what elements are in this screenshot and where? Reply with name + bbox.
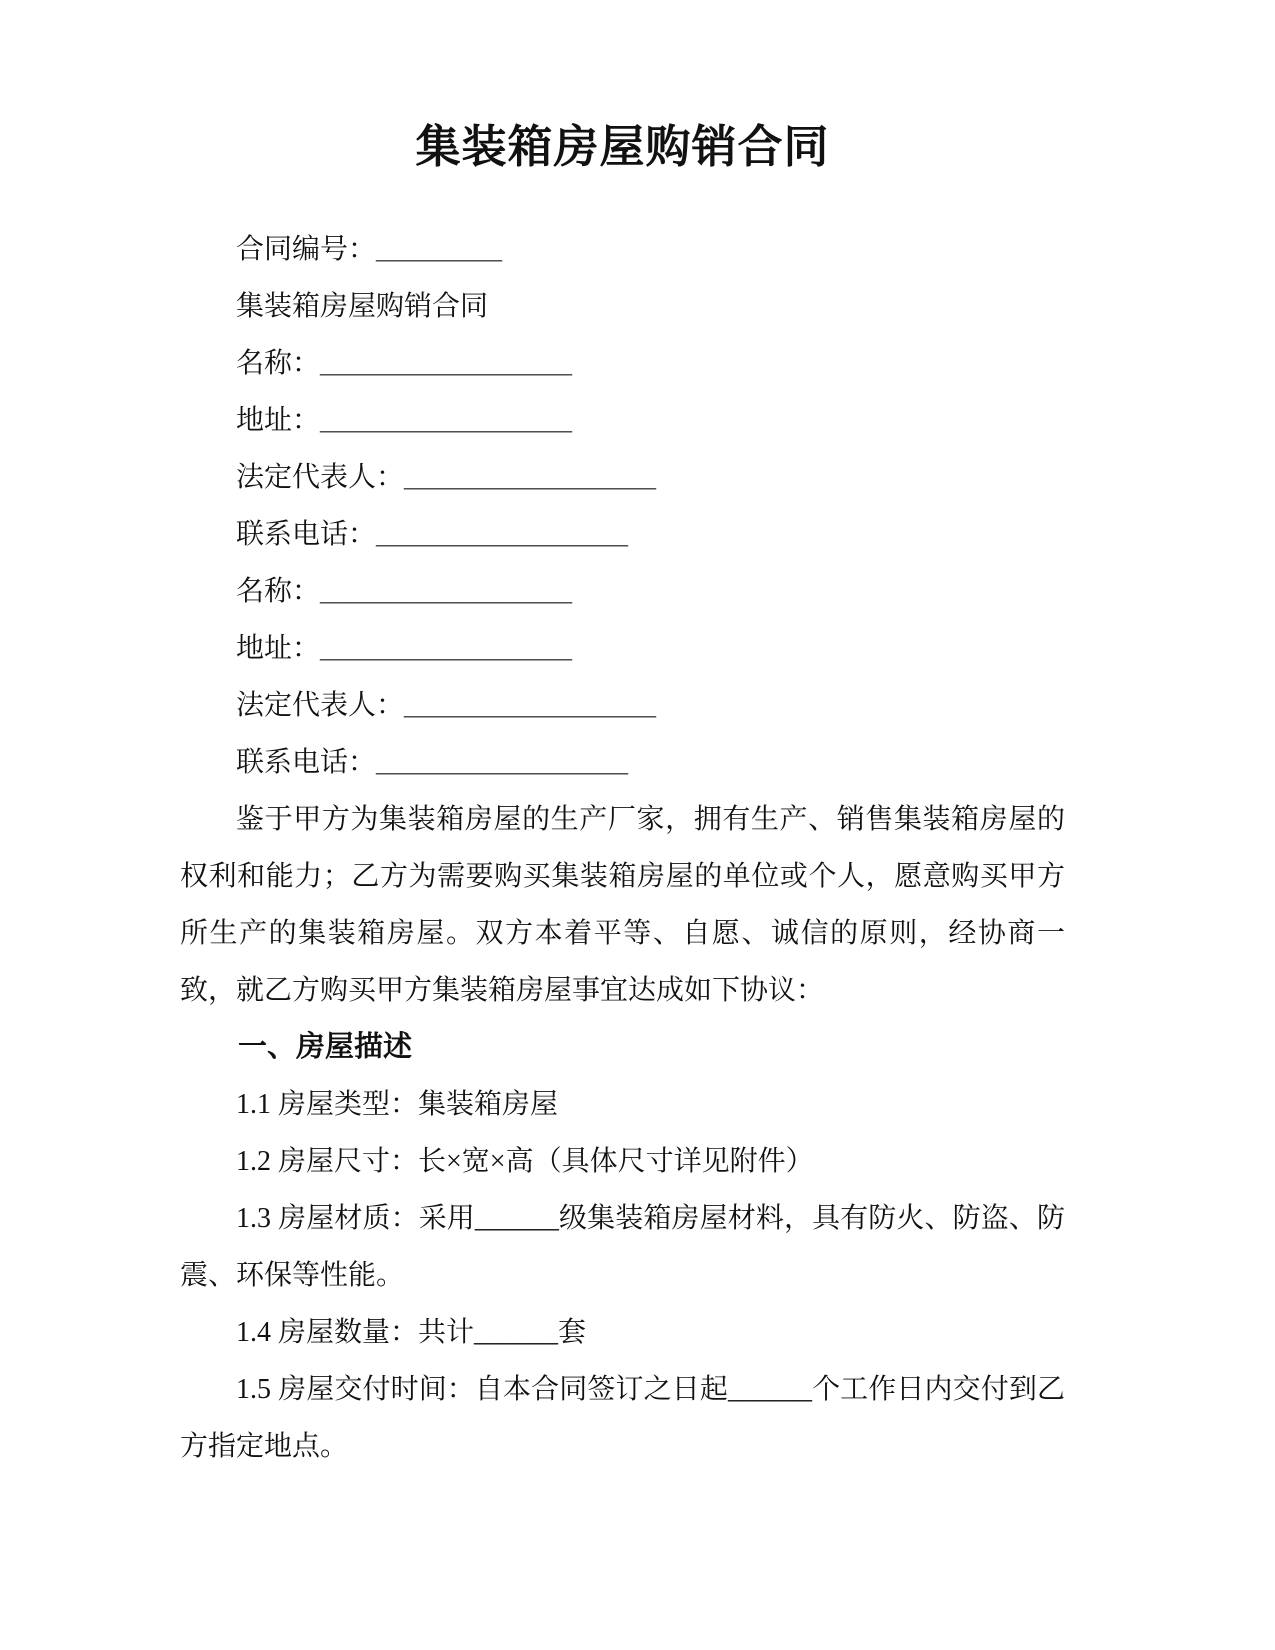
section-1-heading: 一、房屋描述 xyxy=(238,1030,413,1063)
party-a-phone-label: 联系电话： xyxy=(236,518,377,550)
clause-1-4: 1.4 房屋数量：共计______套 xyxy=(236,1316,587,1348)
field-party-b-phone xyxy=(180,734,1065,791)
clause-1-2: 1.2 房屋尺寸：长×宽×高（具体尺寸详见附件） xyxy=(236,1145,814,1177)
party-a-address-label: 地址： xyxy=(236,404,321,436)
preamble-paragraph: 鉴于甲方为集装箱房屋的生产厂家，拥有生产、销售集装箱房屋的权利和能力；乙方为需要购买集装箱房屋的单位或个人，愿意购买甲方所生产的集装箱房屋。双方本着平等、自愿、诚信的原则，经协商一致，就乙方购买甲方集装箱房屋事宜达成如下协议： xyxy=(180,803,1065,1006)
document-subtitle: 集装箱房屋购销合同 xyxy=(236,290,489,322)
party-b-address-label: 地址： xyxy=(236,632,321,664)
field-contract-number xyxy=(180,221,1065,278)
clause-1-3: 1.3 房屋材质：采用______级集装箱房屋材料，具有防火、防盗、防震、环保等性能。 xyxy=(180,1202,1065,1291)
party-b-representative-blank: __________________ xyxy=(404,689,657,721)
party-a-representative-blank: __________________ xyxy=(404,461,657,493)
party-b-phone-blank: __________________ xyxy=(376,746,629,778)
clause-1-1: 1.1 房屋类型：集装箱房屋 xyxy=(236,1088,559,1120)
party-a-address-blank: __________________ xyxy=(320,404,573,436)
document-title: 集装箱房屋购销合同 xyxy=(415,122,830,172)
clause-1-5: 1.5 房屋交付时间：自本合同签订之日起______个工作日内交付到乙方指定地点。 xyxy=(180,1373,1065,1462)
party-b-phone-label: 联系电话： xyxy=(236,746,377,778)
field-party-b-address xyxy=(180,620,1065,677)
party-a-representative-label: 法定代表人： xyxy=(236,461,405,493)
field-party-a-address xyxy=(180,392,1065,449)
field-party-b-name xyxy=(180,563,1065,620)
party-b-name-label: 名称： xyxy=(236,575,321,607)
party-a-phone-blank: __________________ xyxy=(376,518,629,550)
field-party-b-representative xyxy=(180,677,1065,734)
field-party-a-phone xyxy=(180,506,1065,563)
party-b-representative-label: 法定代表人： xyxy=(236,689,405,721)
party-a-name-blank: __________________ xyxy=(320,347,573,379)
party-b-address-blank: __________________ xyxy=(320,632,573,664)
party-a-name-label: 名称： xyxy=(236,347,321,379)
contract-number-blank: _________ xyxy=(376,233,503,265)
contract-number-label: 合同编号： xyxy=(236,233,377,265)
field-party-a-representative xyxy=(180,449,1065,506)
field-party-a-name xyxy=(180,335,1065,392)
party-b-name-blank: __________________ xyxy=(320,575,573,607)
